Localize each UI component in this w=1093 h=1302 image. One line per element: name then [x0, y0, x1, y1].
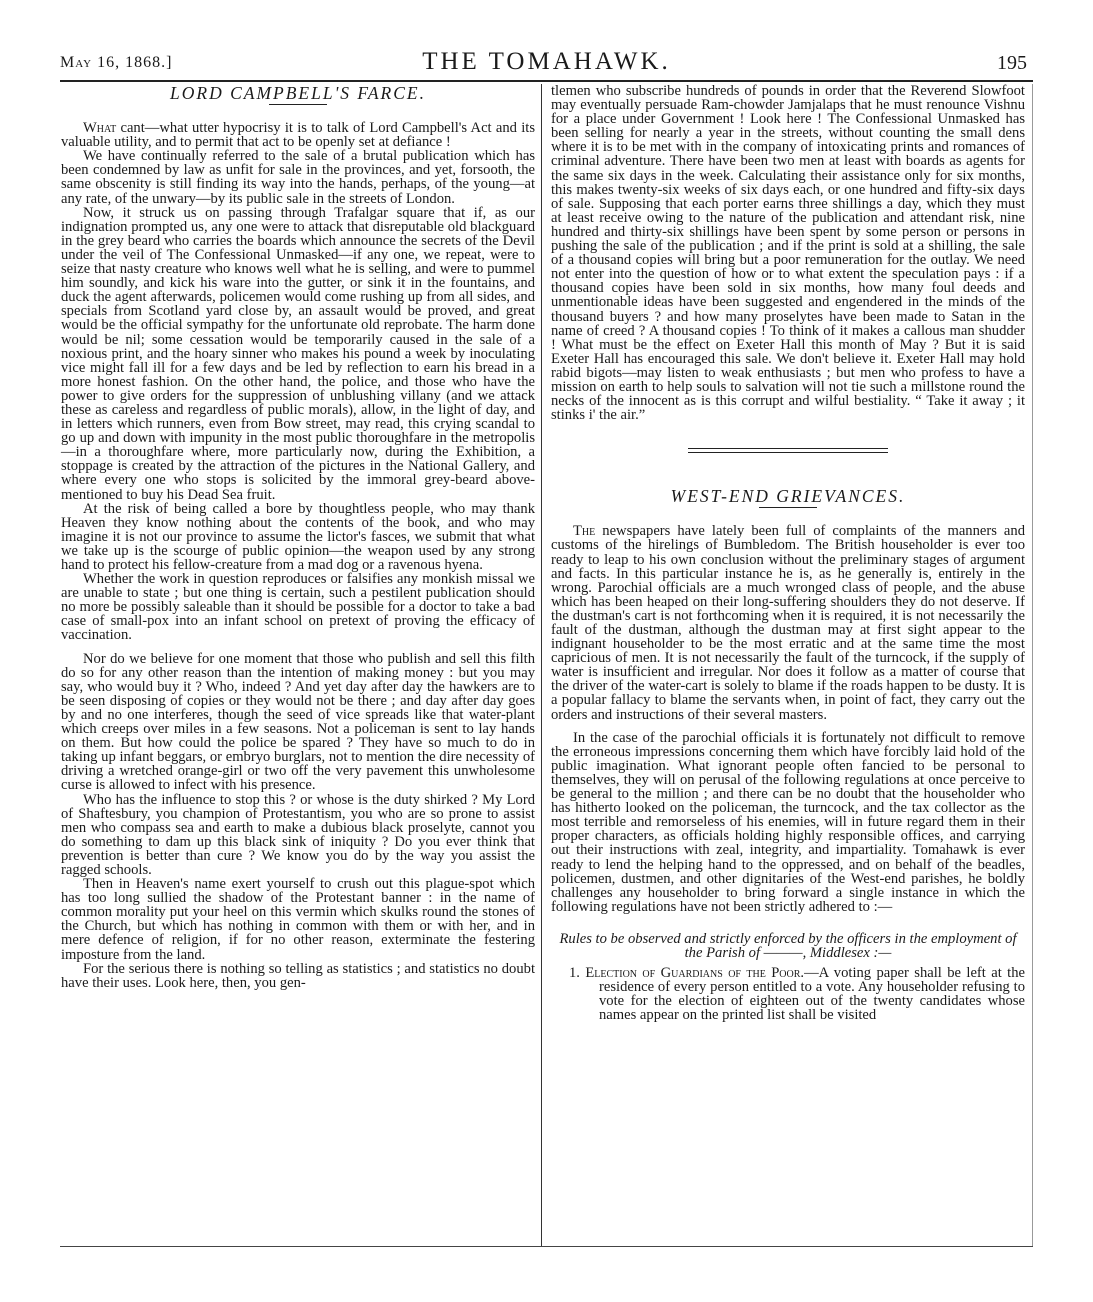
rule-title: Election of Guardians of the Poor.	[585, 965, 805, 982]
page-number: 195	[997, 52, 1027, 74]
title-rule	[269, 104, 327, 105]
right-border	[1032, 84, 1033, 1246]
article-paragraph: At the risk of being called a bore by thoughtless people, who may thank Heaven they know nothing about the contents of the book, and who may imagine it is not our province to assume the lictor's fasces, we submit that what we take up is the scourge of public opinion—the weapon used by any strong hand to protect his fellow-creature from a mad dog or a ravenous hyena.	[61, 500, 535, 573]
rule-text: —A voting paper shall be left at the residence of every person entitled to a vote. Any householder refusing to vote for the election of eighteen out of the twenty candidates whose names appear on the printed list shall be visited	[599, 965, 1025, 1024]
article-paragraph	[551, 524, 1025, 721]
lead-word: What	[83, 120, 117, 137]
paragraph-text: newspapers have lately been full of complaints of the manners and customs of the hirelings of Bumbledom. The British householder is ever too ready to leap to his own conclusion without the preliminary stages of argument and facts. In this particular instance he is, as he generally is, entirely in the wrong. Parochial officials are a much wronged class of people, and the abuse which has been heaped on their long-suffering shoulders they do not deserve. If the dustman's cart is not forthcoming when it is required, it is not necessarily the fault of the dustman, although the dustman may at first sight appear to the indignant householder to be the most erratic and at the same time the most capricious of men. It is not necessarily the fault of the turncock, if the supply of water is insufficient and irregular. Nor does it follow as a matter of course that the driver of the water-cart is solely to blame if the roads happen to be dusty. It is a popular fallacy to blame the servants when, in point of fact, they carry out the orders and instructions of their several masters.	[551, 523, 1025, 723]
page-header	[60, 48, 1033, 78]
rule-number: 1.	[569, 965, 580, 982]
header-rule	[60, 80, 1033, 82]
title-rule	[759, 507, 817, 508]
article-paragraph	[61, 121, 535, 149]
article-paragraph: For the serious there is nothing so telling as statistics ; and statistics no doubt have their uses. Look here, then, you gen-	[61, 960, 535, 991]
article-paragraph: Who has the influence to stop this ? or whose is the duty shirked ? My Lord of Shaftesbury, you champion of Protestantism, you who are so prone to assist men who compass sea and earth to make a dubious black proselyte, cannot you do something to dam up this black sink of iniquity ? Do you ever think that prevention is better than cure ? We know you do by the way you assist the ragged schools.	[61, 791, 535, 878]
column-divider	[541, 84, 542, 1246]
article-paragraph: Nor do we believe for one moment that those who publish and sell this filth do so for any other reason than the intention of making money : but you may say, who would buy it ? Who, indeed ? And yet day after day the hawkers are to be seen disposing of copies or they would not be there ; and day after day goes by and no one interferes, though the seed of vice spreads like that water-plant which creeps over miles in a few seasons. Not a policeman is sent to lay hands on them. But how could the police be spared ? They have so much to do in taking up infant beggars, or embryo burglars, not to mention the dire necessity of driving a wretched orange-girl or two off the very pavement this unwholesome curse is allowed to infect with his presence.	[61, 650, 535, 794]
issue-date: May 16, 1868.]	[60, 54, 173, 71]
article-paragraph: Whether the work in question reproduces or falsifies any monkish missal we are unable to state ; but one thing is certain, such a pestilent publication should no more be possibly saleable than it should be possible for a doctor to take a bad case of small-pox into an infant school on pretext of proving the efficacy of vaccination.	[61, 571, 535, 644]
article-title: WEST-END GRIEVANCES.	[670, 486, 906, 507]
article-paragraph: Now, it struck us on passing through Trafalgar square that if, as our indignation prompted us, any one were to attack that disreputable old blackguard in the grey beard who carries the boards which announce the secrets of the Devil under the veil of The Confessional Unmasked—if any one, we repeat, were to seize that nasty creature who knows well what he is selling, and were to pummel him soundly, and kick his ware into the gutter, or sink it in the fountains, and duck the agent afterwards, policemen would come rushing up from all sides, and specials from Scotland yard close by, an assault would be proved, and great would be the official sympathy for the unfortunate old reprobate. The harm done would be nil; some cessation would be temporarily caused in the sale of a noxious print, and the hoary sinner who makes his pound a week by inoculating vice might fall ill for a few days and be led by reflection to earn his bread in a more honest fashion. On the other hand, the police, and those who have the power to give orders for the suppression of unblushing villany (and we attack these as careless and regardless of public morals), allow, in the light of day, and in letters which runners, even from Bow street, may read, this crying scandal to go up and down with impunity in the most public thoroughfare in the metropolis—in a thoroughfare where, more particularly now, during the Exhibition, a stoppage is created by the attraction of the pictures in the National Gallery, and where every one who stops is solicited by the immoral grey-beard above-mentioned to buy his Dead Sea fruit.	[61, 204, 535, 503]
right-column	[551, 84, 1025, 1022]
article-title: LORD CAMPBELL'S FARCE.	[170, 83, 426, 103]
article-paragraph: In the case of the parochial officials it is fortunately not difficult to remove the erroneous impressions concerning them which have forcibly laid hold of the public imagination. What ignorant people often fancied to be personal to themselves, they will on perusal of the following regulations at once perceive to be general to the million ; and there can be no doubt that the householder who has hitherto looked on the policeman, the turncock, and the tax collector as the most terrible and remorseless of his enemies, will in future regard them in their proper characters, as officials holding highly responsible offices, and carrying out their instructions with zeal, integrity, and impartiality. Tomahawk is ever ready to lend the helping hand to the oppressed, and on behalf of the beadles, policemen, dustmen, and other dignitaries of the West-end parishes, he boldly challenges any householder to bring forward a single instance in which the following regulations have not been strictly adhered to :—	[551, 729, 1025, 915]
left-column	[61, 84, 535, 990]
article-paragraph-continued: tlemen who subscribe hundreds of pounds in order that the Reverend Slowfoot may eventually persuade Ram-chowder Jamjalaps that he must renounce Vishnu for a place under Government ! Look here ! The Confessional Unmasked has been selling for nearly a year in the streets, without counting the small dens where it is to be met with in the company of intoxicating prints and romances of criminal adventure. There have been two men at least with boards as agents for the same six days in the week. Calculating their assistance only for six months, this makes twenty-six weeks of six days each, or one hundred and fifty-six days of sale. Supposing that each porter earns three shillings a day, which they must at least receive owing to the nature of the publication and attendant risk, nine hundred and thirty-six shillings have been spent by some person or persons in pushing the sale of the publication ; and if the print is sold at a shilling, the sale of a thousand copies will bring but a poor remuneration for the outlay. We need not enter into the question of how or to what extent the speculation pays : if a thousand copies have been sold in six months, how many foul deeds and unmentionable ideas have been suggested and engendered in the minds of the thousand buyers ? and how many proselytes have been made to Satan in the name of creed ? A thousand copies ! To think of it makes a callous man shudder ! What must be the effect on Exeter Hall this month of May ? But it is said Exeter Hall has encouraged this sale. We don't believe it. Exeter Hall may hold rabid bigots—may listen to weak enthusiasts ; but men who profess to have a mission on earth to help souls to salvation will not tie such a millstone round the necks of the innocent as is this corrupt and wilful bestiality. “ Take it away ; it stinks i' the air.”	[551, 83, 1025, 424]
paragraph-text: cant—what utter hypocrisy it is to talk of Lord Campbell's Act and its valuable utility, and to permit that act to be openly set at defiance !	[61, 120, 535, 151]
article-paragraph: We have continually referred to the sale of a brutal publication which has been condemned by law as unfit for sale in the provinces, and yet, forsooth, the same obscenity is still finding its way into the hands, perhaps, of the young—at any rate, of the unwary—by its public sale in the streets of London.	[61, 148, 535, 207]
masthead-title: THE TOMAHAWK.	[422, 48, 671, 75]
rules-heading: Rules to be observed and strictly enforced by the officers in the employment of the Parish of ———, Middlesex :—	[559, 930, 1017, 961]
article-paragraph: Then in Heaven's name exert yourself to crush out this plague-spot which has too long sullied the shadow of the Protestant banner : in the name of common morality put your heel on this vermin which skulks round the stones of the Church, but which has nothing in common with them or with her, and in mere defence of religion, if for no other reason, exterminate the festering imposture from the land.	[61, 876, 535, 963]
lead-word: The	[573, 523, 596, 540]
footer-rule	[60, 1246, 1033, 1247]
rule-item	[551, 966, 1025, 1022]
section-double-rule	[688, 448, 888, 453]
